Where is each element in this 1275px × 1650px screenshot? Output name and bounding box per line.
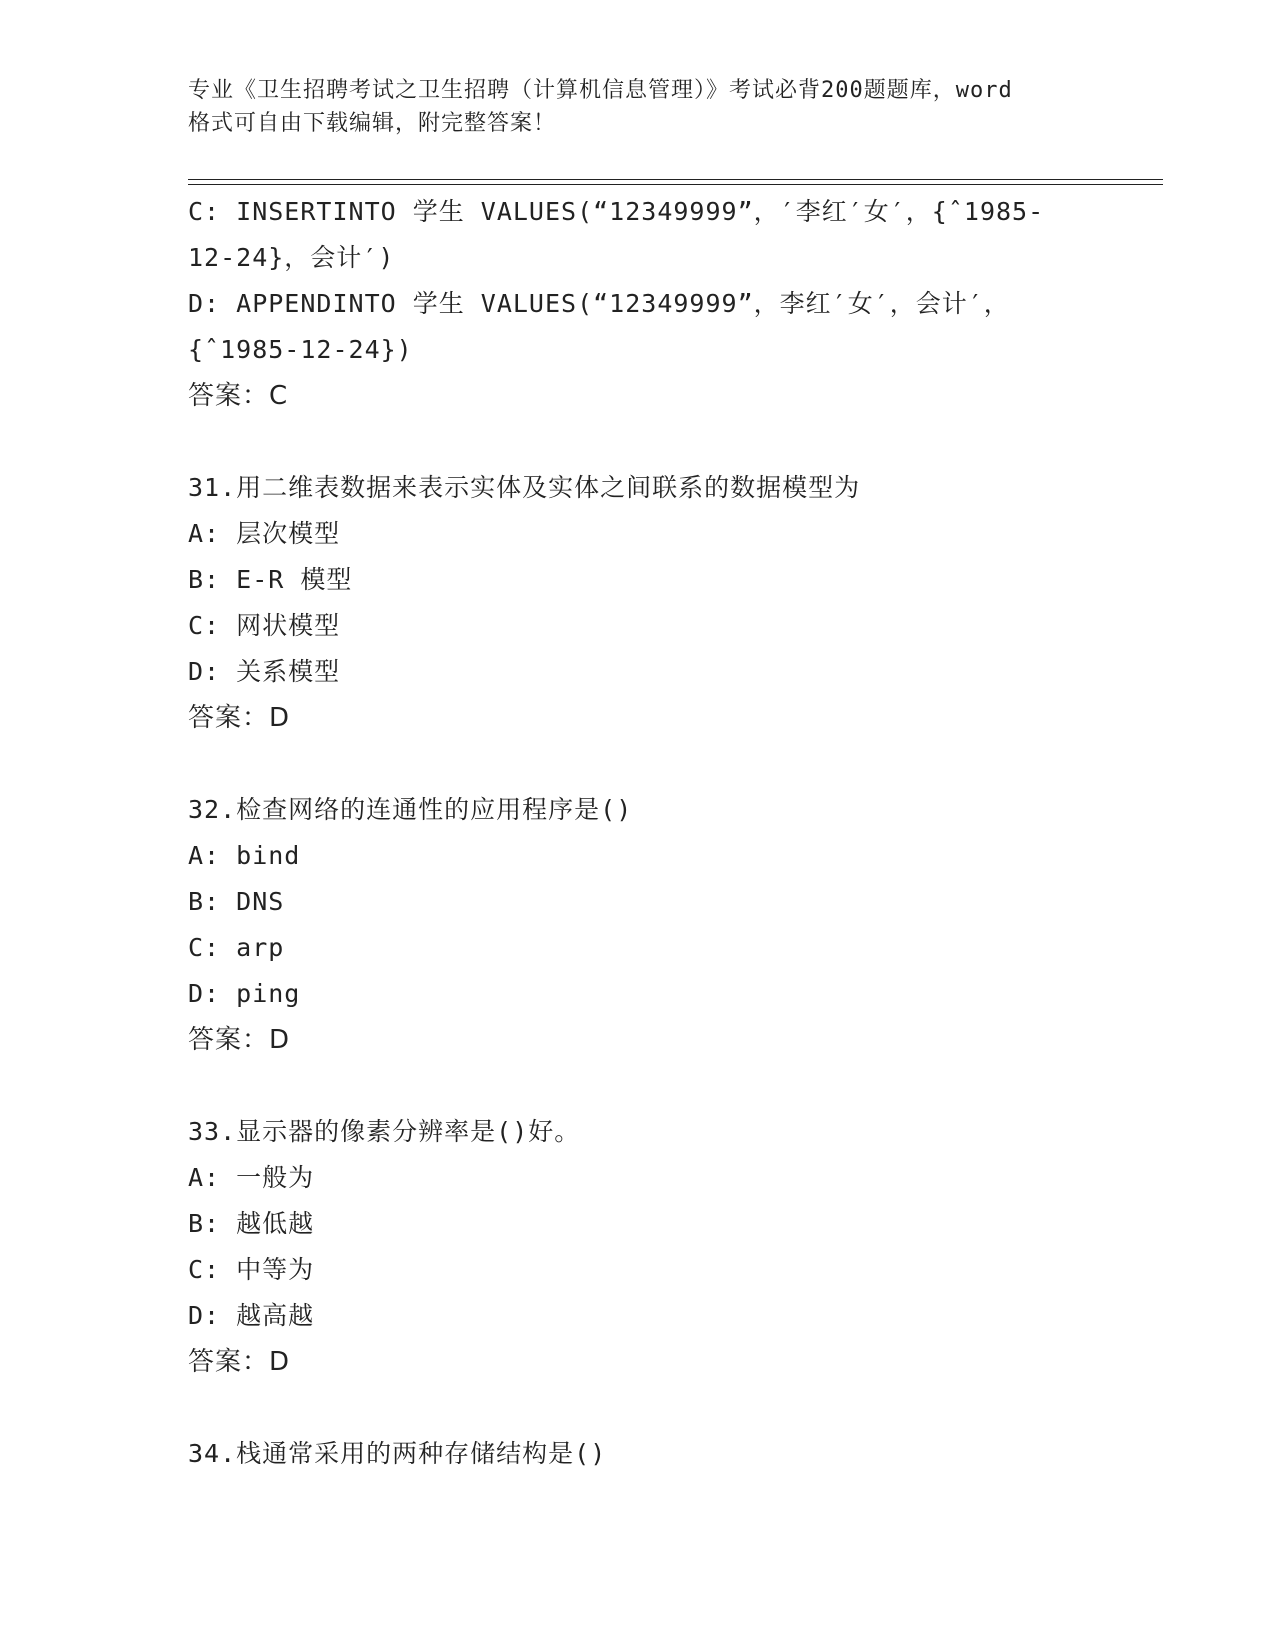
option-d: D: ping [188, 979, 301, 1008]
spacer [188, 419, 1088, 465]
header-divider-bottom [188, 184, 1163, 185]
answer: 答案：D [188, 703, 291, 733]
question-block-34 [188, 1431, 1088, 1477]
option-c-continued: 12-24}，会计′) [188, 243, 395, 272]
option-c: C: 网状模型 [188, 611, 341, 640]
option-d: D: APPENDINTO 学生 VALUES(“12349999”，李红′女′，会计′， [188, 289, 1010, 318]
option-c: C: INSERTINTO 学生 VALUES(“12349999”，′李红′女′，{ˆ1985- [188, 197, 1045, 226]
option-c: C: arp [188, 933, 285, 962]
option-b: B: E-R 模型 [188, 565, 353, 594]
option-d: D: 越高越 [188, 1301, 315, 1330]
answer: 答案：C [188, 381, 289, 411]
question-block-32 [188, 787, 1088, 1063]
option-a: A: bind [188, 841, 301, 870]
option-b: B: DNS [188, 887, 285, 916]
option-a: A: 层次模型 [188, 519, 341, 548]
header-line-1: 专业《卫生招聘考试之卫生招聘（计算机信息管理）》考试必背200题题库，word [188, 78, 1013, 103]
spacer [188, 1063, 1088, 1109]
spacer [188, 1385, 1088, 1431]
answer: 答案：D [188, 1025, 291, 1055]
header-line-2: 格式可自由下载编辑，附完整答案！ [188, 111, 557, 136]
option-c: C: 中等为 [188, 1255, 315, 1284]
option-d: D: 关系模型 [188, 657, 341, 686]
question-block-33 [188, 1109, 1088, 1385]
option-a: A: 一般为 [188, 1163, 315, 1192]
question-block-30 [188, 189, 1088, 419]
document-header [188, 74, 1108, 140]
header-divider-top [188, 179, 1163, 180]
question-text: 33.显示器的像素分辨率是()好。 [188, 1117, 581, 1146]
option-b: B: 越低越 [188, 1209, 315, 1238]
spacer [188, 741, 1088, 787]
question-text: 31.用二维表数据来表示实体及实体之间联系的数据模型为 [188, 473, 861, 502]
question-text: 32.检查网络的连通性的应用程序是() [188, 795, 633, 824]
question-text: 34.栈通常采用的两种存储结构是() [188, 1439, 607, 1468]
answer: 答案：D [188, 1347, 291, 1377]
question-block-31 [188, 465, 1088, 741]
option-d-continued: {ˆ1985-12-24}) [188, 335, 413, 364]
question-list [188, 189, 1088, 1477]
